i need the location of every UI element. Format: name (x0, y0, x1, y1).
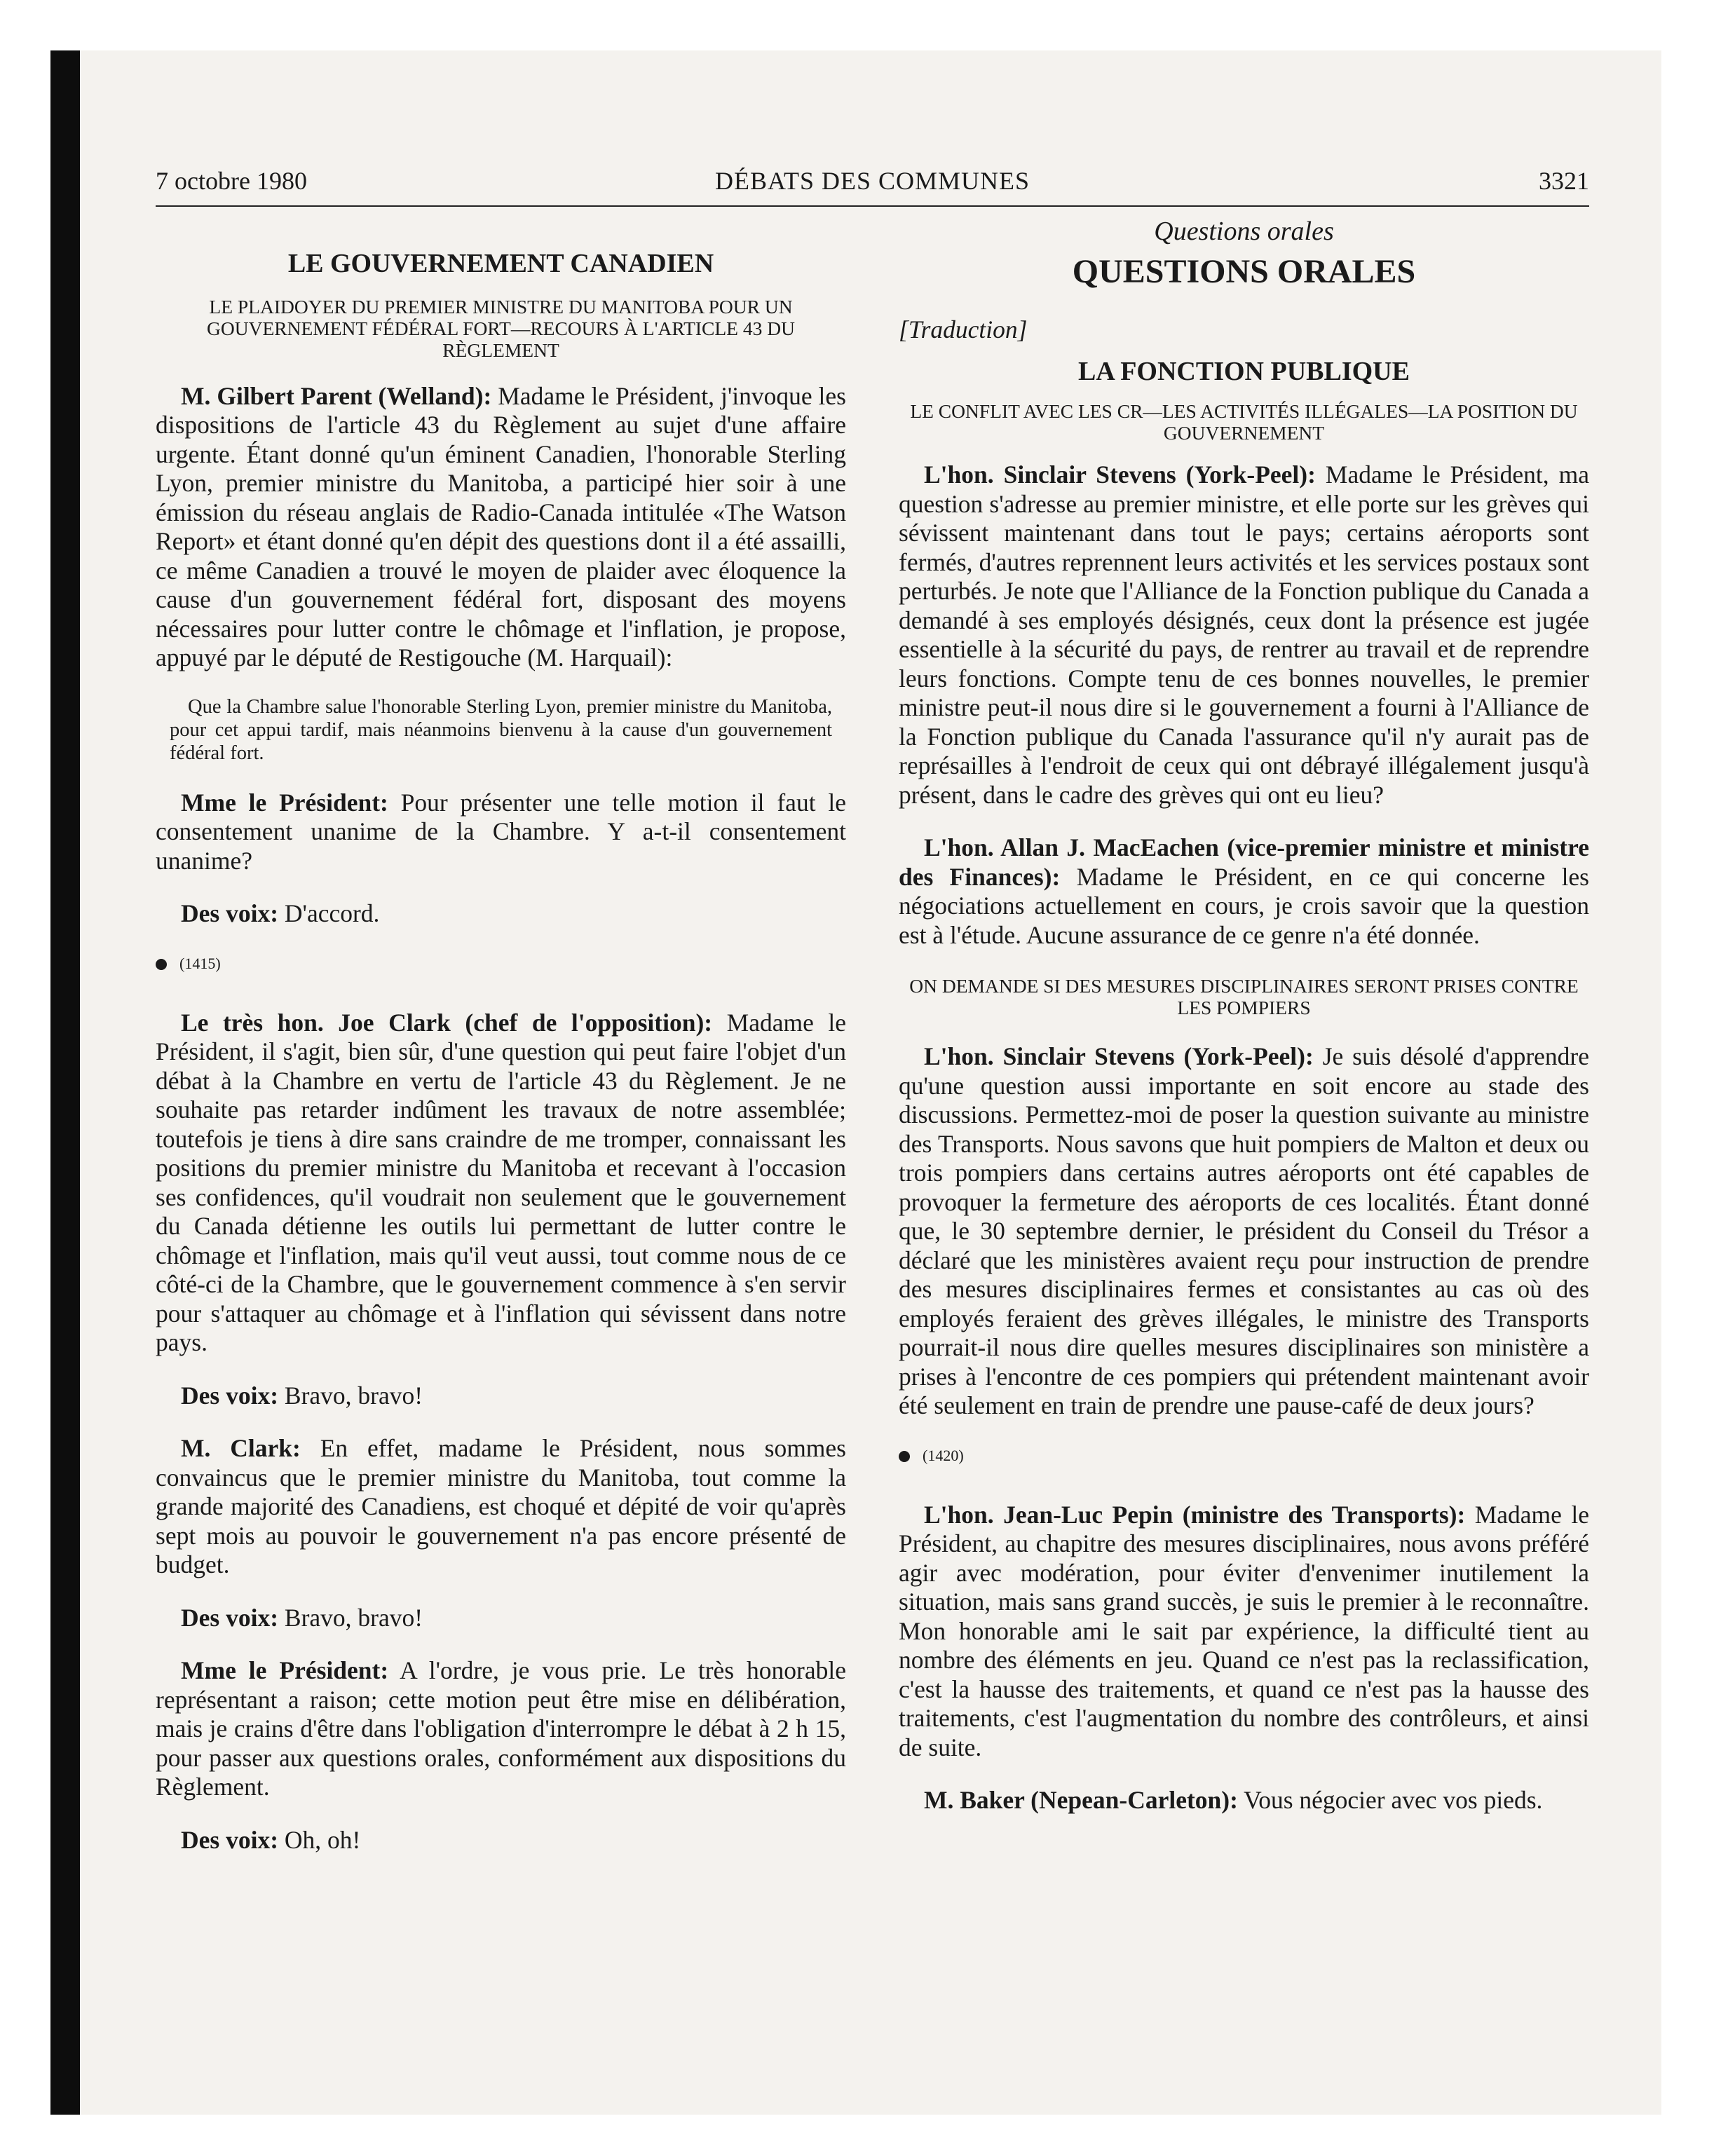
paragraph-pepin (899, 1501, 1589, 1763)
speaker-name: M. Clark: (181, 1434, 301, 1462)
paragraph-clark-2 (156, 1434, 846, 1580)
speaker-name: Des voix: (181, 1825, 279, 1854)
paragraph-voix-4 (156, 1826, 846, 1855)
header-title: DÉBATS DES COMMUNES (714, 167, 1030, 195)
speaker-name: L'hon. Allan J. MacEachen (vice-premier ministre et ministre des Finances): (899, 833, 1589, 891)
translation-note: [Traduction] (899, 315, 1028, 343)
timestamp-1415 (156, 954, 846, 974)
paragraph-text: Madame le Président, au chapitre des mesures disciplinaires, nous avons préféré agir avec modération, pour éviter d'envenimer inutilement la situation, mais sans grand succès, je suis le premier à le reconnaître. Mon honorable ami le sait par expérience, la difficulté tient au nombre des éléments en jeu. Quand ce n'est pas la reclassification, c'est la hausse des traitements, et quand ce n'est pas la hausse des traitements, c'est l'augmentation du nombre des contrôleurs, et ainsi de suite. (899, 1500, 1589, 1761)
header-date: 7 octobre 1980 (156, 167, 307, 195)
paragraph-text: Je suis désolé d'apprendre qu'une question aussi importante en soit encore au stade des discussions. Permettez-moi de poser la question suivante au ministre des Transports. Nous savons que huit pompiers de Malton et deux ou trois pompiers dans certains autres aéroports ont été capables de provoquer la fermeture des aéroports de ces localités. Étant donné que, le 30 septembre dernier, le président du Conseil du Trésor a déclaré que les ministères avaient reçu pour instruction de prendre des mesures disciplinaires fermes et consistantes au cas où des employés feraient des grèves illégales, le ministre des Transports pourrait-il nous dire quelles mesures disciplinaires son ministère a prises à l'encontre de ces pompiers qui prétendent maintenant avoir été seulement en train de prendre une pause-café de deux jours? (899, 1042, 1589, 1419)
paragraph-baker (899, 1786, 1589, 1815)
paragraph-parent (156, 382, 846, 673)
paragraph-text: Pour présenter une telle motion il faut le consentement unanime de la Chambre. Y a-t-il consentement unanime? (156, 788, 846, 875)
scan-border (50, 50, 80, 2115)
speaker-name: Mme le Président: (181, 788, 388, 817)
running-head: Questions orales (1154, 217, 1334, 246)
speaker-name: M. Baker (Nepean-Carleton): (924, 1786, 1238, 1814)
paragraph-stevens-1 (899, 460, 1589, 810)
paragraph-text: Madame le Président, il s'agit, bien sûr, d'une question qui peut faire l'objet d'un débat à la Chambre en vertu de l'article 43 du Règlement. Je ne souhaite pas retarder indûment les travaux de notre assemblée; toutefois je tiens à dire sans craindre de me tromper, connaissant les positions du premier ministre du Manitoba et recevant à l'occasion ses confidences, qu'il voudrait non seulement que le gouvernement du Canada détienne les outils lui permettant de lutter contre le chômage et l'inflation, mais qu'il veut aussi, tout comme nous de ce côté-ci de la Chambre, que le gouvernement commence à s'en servir pour s'attaquer au chômage et à l'inflation qui sévissent dans notre pays. (156, 1008, 846, 1356)
speaker-name: Des voix: (181, 899, 279, 927)
paragraph-voix-3 (156, 1604, 846, 1633)
speaker-name: Le très hon. Joe Clark (chef de l'opposition): (181, 1008, 713, 1037)
paragraph-text: Bravo, bravo! (278, 1603, 423, 1632)
paragraph-voix-1 (156, 899, 846, 929)
speaker-name: M. Gilbert Parent (Welland): (181, 381, 492, 410)
speaker-name: Des voix: (181, 1381, 279, 1410)
paragraph-text: Madame le Président, ma question s'adresse au premier ministre, et elle porte sur les grèves qui sévissent maintenant dans tout le pays; certains aéroports sont fermés, d'autres reprennent leurs activités et les services postaux sont perturbés. Je note que l'Alliance de la Fonction publique du Canada a demandé à ses employés désignés, ceux dont la présence est jugée essentielle à la sécurité du pays, de rentrer au travail et de reprendre leurs fonctions. Compte tenu de ces bonnes nouvelles, le premier ministre peut-il nous dire si le gouvernement a fourni à l'Alliance de la Fonction publique du Canada l'assurance qu'il n'y aurait pas de représailles à l'endroit de ceux qui ont débrayé illégalement jusqu'à présent, dans le cadre des grèves qui ont eu lieu? (899, 460, 1590, 809)
paragraph-text: Madame le Président, j'invoque les dispositions de l'article 43 du Règlement au sujet d'une affaire urgente. Étant donné qu'un éminent Canadien, l'honorable Sterling Lyon, premier ministre du Manitoba, a participé hier soir à une émission du réseau anglais de Radio-Canada intitulée «The Watson Report» et étant donné qu'en dépit des questions dont il a été assailli, ce même Canadien a trouvé le moyen de plaider avec éloquence la cause d'un gouvernement fédéral fort, disposant des moyens nécessaires pour lutter contre le chômage et l'inflation, je propose, appuyé par le député de Restigouche (M. Harquail): (156, 381, 846, 671)
timestamp-text: (1420) (923, 1446, 964, 1464)
paragraph-clark-1 (156, 1009, 846, 1358)
paragraph-voix-2 (156, 1381, 846, 1411)
bullet-icon (899, 1451, 910, 1462)
paragraph-president-2 (156, 1656, 846, 1802)
bullet-icon (156, 959, 167, 970)
paragraph-text: Bravo, bravo! (278, 1381, 423, 1410)
paragraph-text: A l'ordre, je vous prie. Le très honorable représentant a raison; cette motion peut être mise en délibération, mais je crains d'être dans l'obligation d'interrompre le débat à 2 h 15, pour passer aux questions orales, conformément aux dispositions du Règlement. (156, 1656, 847, 1801)
motion-quote: Que la Chambre salue l'honorable Sterling Lyon, premier ministre du Manitoba, pour cet appui tardif, mais néanmoins bienvenu à la cause d'un gouvernement fédéral fort. (170, 695, 832, 764)
speaker-name: L'hon. Sinclair Stevens (York-Peel): (924, 1042, 1314, 1070)
document-page (80, 50, 1661, 2115)
big-title-questions-orales: QUESTIONS ORALES (1072, 253, 1416, 290)
paragraph-text: Oh, oh! (278, 1825, 361, 1854)
page-header (156, 166, 1589, 207)
section-title-fonction-publique: LA FONCTION PUBLIQUE (1078, 356, 1410, 386)
speaker-name: L'hon. Sinclair Stevens (York-Peel): (924, 460, 1316, 489)
timestamp-text: (1415) (179, 954, 221, 972)
paragraph-text: D'accord. (278, 899, 380, 927)
paragraph-text: En effet, madame le Président, nous sommes convaincus que le premier ministre du Manitoba, tout comme la grande majorité des Canadiens, est choqué et dépité de voir qu'après sept mois au pouvoir le gouvernement n'a pas encore présenté de budget. (156, 1434, 846, 1578)
left-column (156, 216, 846, 1855)
paragraph-stevens-2 (899, 1042, 1589, 1421)
timestamp-1420 (899, 1446, 1589, 1466)
header-page-number: 3321 (1539, 167, 1589, 195)
paragraph-text: Madame le Président, en ce qui concerne les négociations actuellement en cours, je crois savoir que la question est à l'étude. Aucune assurance de ce genre n'a été donnée. (899, 862, 1590, 949)
speaker-name: L'hon. Jean-Luc Pepin (ministre des Transports): (924, 1500, 1466, 1529)
paragraph-president-1 (156, 789, 846, 876)
paragraph-maceachen (899, 833, 1589, 950)
subhead-pompiers: ON DEMANDE SI DES MESURES DISCIPLINAIRES SERONT PRISES CONTRE LES POMPIERS (909, 975, 1579, 1018)
paragraph-text: Vous négocier avec vos pieds. (1237, 1786, 1543, 1814)
speaker-name: Mme le Président: (181, 1656, 389, 1684)
subhead-plaidoyer: LE PLAIDOYER DU PREMIER MINISTRE DU MANITOBA POUR UN GOUVERNEMENT FÉDÉRAL FORT—RECOURS À L'ARTICLE 43 DU RÈGLEMENT (207, 295, 795, 361)
right-column (899, 216, 1589, 1815)
speaker-name: Des voix: (181, 1603, 279, 1632)
subhead-conflit: LE CONFLIT AVEC LES CR—LES ACTIVITÉS ILLÉGALES—LA POSITION DU GOUVERNEMENT (910, 400, 1578, 444)
section-title-gouvernement: LE GOUVERNEMENT CANADIEN (287, 249, 714, 278)
